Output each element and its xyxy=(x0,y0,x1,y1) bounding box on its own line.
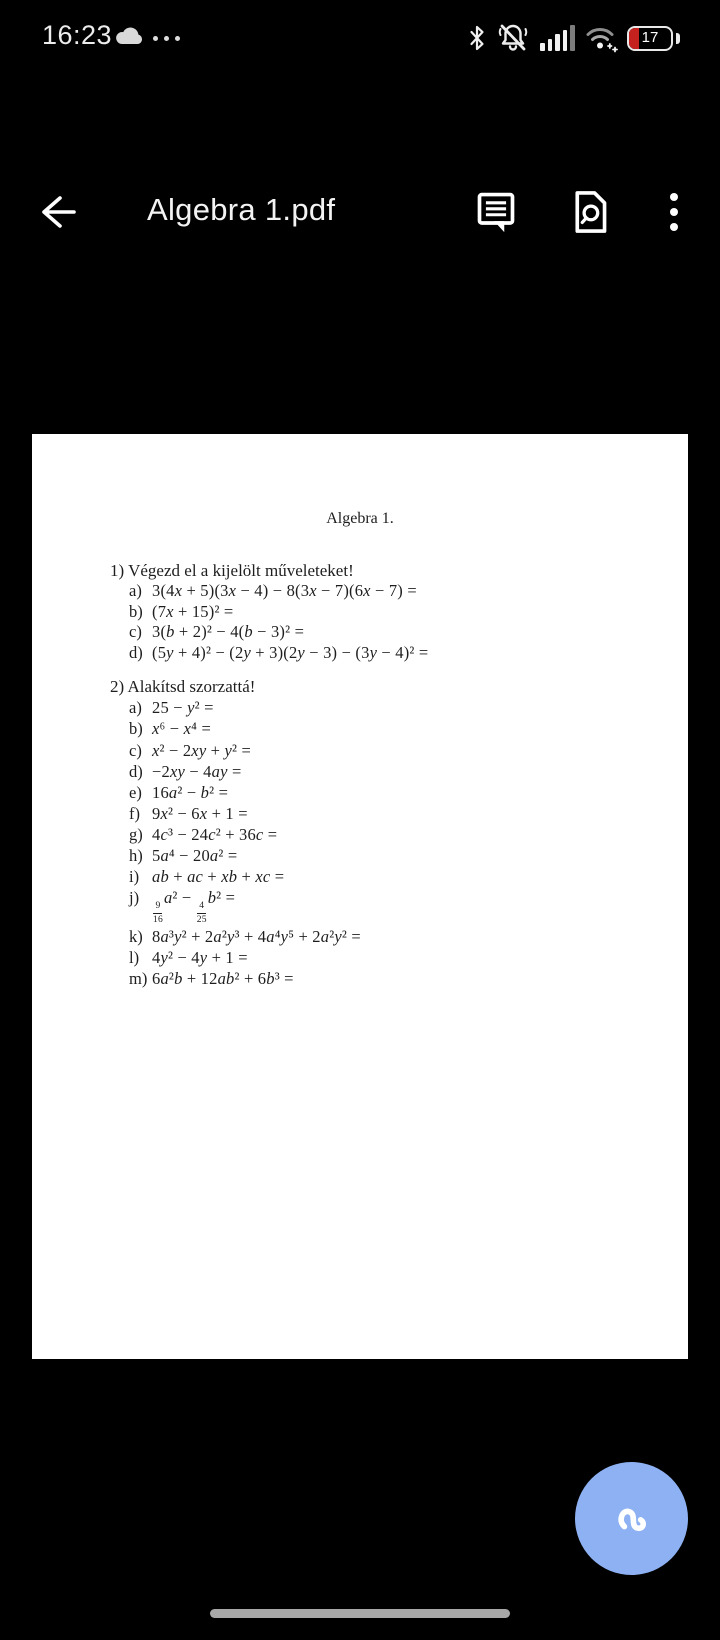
exercise-item xyxy=(129,887,688,925)
item-formula: 9x² − 6x + 1 = xyxy=(152,803,248,823)
item-formula: (7x + 15)² = xyxy=(152,601,234,621)
pdf-page[interactable] xyxy=(32,434,688,1359)
fraction: $\frac{9}{16}$ xyxy=(153,900,163,925)
exercise-item xyxy=(129,782,688,803)
item-formula: ab + ac + xb + xc = xyxy=(152,867,285,887)
exercise-item xyxy=(129,581,688,602)
battery-percent: 17 xyxy=(641,29,659,46)
item-formula: 3(4x + 5)(3x − 4) − 8(3x − 7)(6x − 7) = xyxy=(152,581,417,600)
back-button[interactable] xyxy=(34,190,78,234)
exercise-item xyxy=(129,643,688,664)
item-formula: 6a²b + 12ab² + 6b³ = xyxy=(152,968,294,988)
item-label: b) xyxy=(129,601,143,621)
item-label: m) xyxy=(129,968,148,988)
item-formula: 16a² − b² = xyxy=(152,782,229,802)
battery-nub xyxy=(676,33,680,44)
item-label: a) xyxy=(129,581,142,600)
item-formula: (5y + 4)² − (2y + 3)(2y − 3) − (3y − 4)² = xyxy=(152,642,429,662)
exercise-item xyxy=(129,803,688,824)
item-label: b) xyxy=(129,719,143,739)
exercise-item xyxy=(129,947,688,968)
exercise-item xyxy=(129,718,688,739)
find-in-page-icon xyxy=(570,189,610,235)
item-label: c) xyxy=(129,740,142,760)
document-body xyxy=(32,561,688,989)
page-title: Algebra 1. xyxy=(326,510,394,527)
item-label: h) xyxy=(129,846,143,866)
item-label: l) xyxy=(129,947,140,967)
exercise-item xyxy=(129,845,688,866)
item-label: i) xyxy=(129,867,140,887)
item-formula: x⁶ − x⁴ = xyxy=(152,719,211,739)
item-formula: 4c³ − 24c² + 36c = xyxy=(152,824,278,844)
exercise-item xyxy=(129,968,688,989)
item-label: f) xyxy=(129,803,140,823)
app-header xyxy=(0,88,720,227)
status-bar xyxy=(0,0,720,70)
item-label: c) xyxy=(129,622,142,642)
clock: 16:23 xyxy=(42,20,113,50)
scribble-pen-icon xyxy=(606,1493,658,1545)
item-formula: 5a⁴ − 20a² = xyxy=(152,846,238,866)
cloud-icon xyxy=(114,26,144,46)
annotate-fab[interactable] xyxy=(575,1462,688,1575)
exercise-item xyxy=(129,761,688,782)
overflow-menu-button[interactable] xyxy=(650,188,698,236)
find-in-document-button[interactable] xyxy=(566,188,614,236)
exercise-item xyxy=(129,740,688,761)
item-formula: 8a³y² + 2a²y³ + 4a⁴y⁵ + 2a²y² = xyxy=(152,926,361,946)
item-label: a) xyxy=(129,698,142,718)
item-formula: 3(b + 2)² − 4(b − 3)² = xyxy=(152,622,305,642)
item-label: g) xyxy=(129,824,143,844)
item-label: k) xyxy=(129,926,143,946)
item-label: j) xyxy=(129,888,140,908)
wifi-icon xyxy=(584,24,620,54)
comment-button[interactable] xyxy=(472,188,520,236)
item-formula: $\frac{9}{16}$ a² − $\frac{4}{25}$ b² = xyxy=(153,888,236,925)
cellular-signal-icon xyxy=(540,25,575,51)
item-formula: 4y² − 4y + 1 = xyxy=(152,947,248,967)
fraction: $\frac{4}{25}$ xyxy=(196,900,207,925)
exercise-item xyxy=(129,697,688,718)
document-filename: Algebra 1.pdf xyxy=(147,192,336,227)
exercise-item xyxy=(129,866,688,887)
exercise-item xyxy=(129,926,688,947)
comment-icon xyxy=(474,189,518,235)
battery-icon xyxy=(627,26,673,51)
item-formula: 25 − y² = xyxy=(152,698,214,718)
item-formula: x² − 2xy + y² = xyxy=(152,740,252,760)
notifications-off-icon xyxy=(494,22,532,54)
exercise-item xyxy=(129,622,688,643)
bluetooth-icon xyxy=(466,24,488,52)
exercise-item xyxy=(129,602,688,623)
item-label: d) xyxy=(129,761,143,781)
exercise-item xyxy=(129,824,688,845)
gesture-handle[interactable] xyxy=(210,1609,510,1618)
item-label: e) xyxy=(129,782,142,802)
more-vertical-icon xyxy=(668,192,680,232)
section-heading: 1) Végezd el a kijelölt műveleteket! xyxy=(110,561,354,580)
section-heading: 2) Alakítsd szorzattá! xyxy=(110,677,256,697)
ellipsis-icon xyxy=(153,36,180,41)
item-formula: −2xy − 4ay = xyxy=(152,761,242,781)
item-label: d) xyxy=(129,642,143,662)
